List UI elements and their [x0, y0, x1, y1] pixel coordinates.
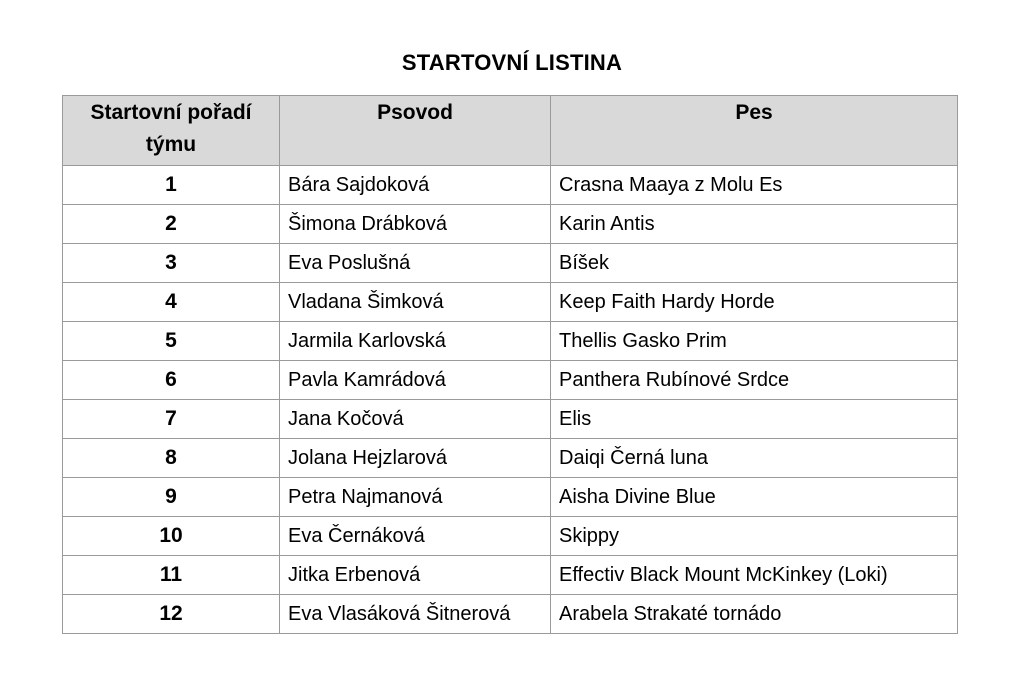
table-row — [63, 478, 958, 517]
dog-cell: Elis — [551, 400, 958, 439]
header-start-order-line2: týmu — [145, 133, 197, 156]
table-row — [63, 595, 958, 634]
dog-cell: Bíšek — [551, 244, 958, 283]
handler-cell: Jitka Erbenová — [280, 556, 551, 595]
dog-cell: Effectiv Black Mount McKinkey (Loki) — [551, 556, 958, 595]
handler-cell: Pavla Kamrádová — [280, 361, 551, 400]
dog-cell: Karin Antis — [551, 205, 958, 244]
dog-cell: Arabela Strakaté tornádo — [551, 595, 958, 634]
header-start-order-line1: Startovní pořadí — [90, 101, 252, 124]
start-order-cell: 8 — [63, 439, 280, 478]
table-row — [63, 439, 958, 478]
handler-cell: Eva Černáková — [280, 517, 551, 556]
handler-cell: Jarmila Karlovská — [280, 322, 551, 361]
table-row — [63, 517, 958, 556]
table-row — [63, 166, 958, 205]
start-order-cell: 5 — [63, 322, 280, 361]
start-order-cell: 11 — [63, 556, 280, 595]
table-row — [63, 244, 958, 283]
handler-cell: Bára Sajdoková — [280, 166, 551, 205]
header-start-order — [63, 96, 280, 166]
handler-cell: Vladana Šimková — [280, 283, 551, 322]
handler-cell: Šimona Drábková — [280, 205, 551, 244]
start-order-cell: 9 — [63, 478, 280, 517]
handler-cell: Jana Kočová — [280, 400, 551, 439]
start-order-cell: 10 — [63, 517, 280, 556]
dog-cell: Crasna Maaya z Molu Es — [551, 166, 958, 205]
table-row — [63, 205, 958, 244]
dog-cell: Keep Faith Hardy Horde — [551, 283, 958, 322]
start-order-cell: 2 — [63, 205, 280, 244]
table-header-row — [63, 96, 958, 166]
handler-cell: Petra Najmanová — [280, 478, 551, 517]
dog-cell: Thellis Gasko Prim — [551, 322, 958, 361]
table-row — [63, 361, 958, 400]
table-row — [63, 556, 958, 595]
start-order-cell: 3 — [63, 244, 280, 283]
start-order-cell: 1 — [63, 166, 280, 205]
document-title: STARTOVNÍ LISTINA — [401, 50, 623, 75]
start-order-cell: 6 — [63, 361, 280, 400]
start-list-table — [62, 95, 958, 634]
start-order-cell: 12 — [63, 595, 280, 634]
dog-cell: Aisha Divine Blue — [551, 478, 958, 517]
dog-cell: Daiqi Černá luna — [551, 439, 958, 478]
table-row — [63, 322, 958, 361]
handler-cell: Eva Vlasáková Šitnerová — [280, 595, 551, 634]
dog-cell: Skippy — [551, 517, 958, 556]
handler-cell: Eva Poslušná — [280, 244, 551, 283]
dog-cell: Panthera Rubínové Srdce — [551, 361, 958, 400]
start-order-cell: 4 — [63, 283, 280, 322]
table-row — [63, 400, 958, 439]
start-order-cell: 7 — [63, 400, 280, 439]
header-dog: Pes — [551, 96, 958, 166]
handler-cell: Jolana Hejzlarová — [280, 439, 551, 478]
table-row — [63, 283, 958, 322]
header-handler: Psovod — [280, 96, 551, 166]
